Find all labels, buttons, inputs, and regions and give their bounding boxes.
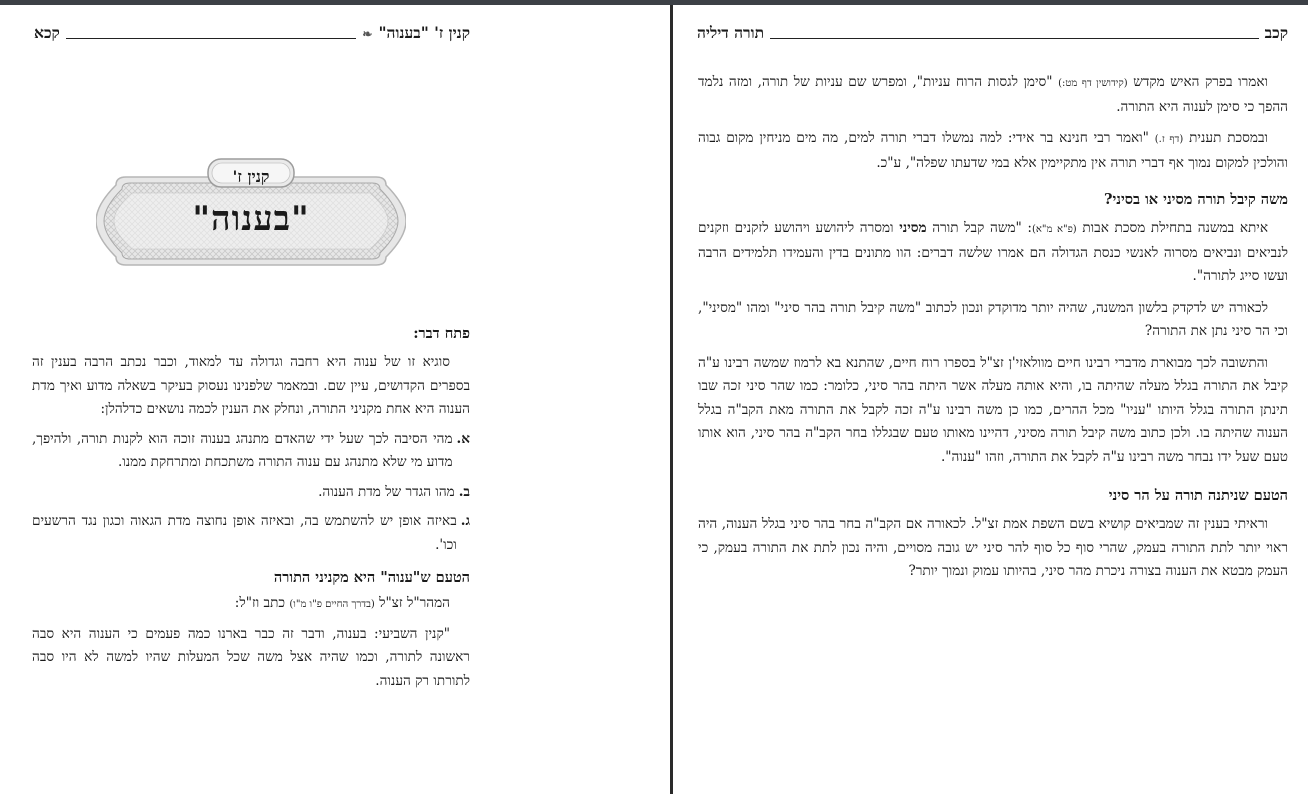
list-item-text: מהי הסיבה לכך שעל ידי שהאדם מתנהג בענוה זוכה הוא לקנות תורה, ולהיפך, מדוע מי שלא מתנהג עם ענוה התורה משתכחת ומתרחקת ממנו.: [32, 430, 453, 470]
right-page-body: [698, 71, 1288, 584]
right-page: [673, 5, 1308, 794]
text-span: : "משה קבל תורה: [932, 220, 1033, 236]
chapter-kinyan-label: קנין ז': [232, 167, 270, 186]
page-number: קכא: [34, 23, 60, 42]
bold-word: מסיני: [899, 220, 927, 236]
text-span: איתא במשנה בתחילת מסכת אבות: [1082, 220, 1268, 236]
page-number: קכב: [1264, 23, 1288, 42]
left-page: [0, 5, 670, 794]
section-heading: משה קיבל תורה מסיני או בסיני?: [1103, 191, 1288, 208]
chapter-title: "בענוה": [192, 199, 310, 239]
list-item-text: באיזה אופן יש להשתמש בה, ובאיזה אופן נחוצה מדת הגאוה וכגון נגד הרשעים וכו'.: [32, 513, 457, 553]
header-title: תורה דיליה: [697, 23, 765, 42]
left-page-body: [32, 323, 470, 693]
text-span: "ואמר רבי חנינא בר אידי: למה נמשלו דברי תורה למים, מה מים מניחין מקום גבוה והולכין למקום נמוך אף דברי תורה אין מתקיימין אלא במי שדעתו שפלה", ע"כ.: [698, 130, 1288, 171]
header-rule: [770, 38, 1259, 39]
source-citation: (פ"א מ"א): [1032, 224, 1077, 235]
source-citation: (קידושין דף מט:): [1058, 78, 1128, 89]
source-citation: (דף ז.): [1154, 134, 1184, 145]
text-span: ומסרה ליהושע ויהושע לזקנים וזקנים לנביאים ונביאים מסרוה לאנשי כנסת הגדולה הם אמרו שלשה דברים: הוו מתונים בדין והעמידו תלמידים הרבה ועשו סייג לתורה".: [698, 220, 1288, 284]
header-rule: [66, 38, 357, 39]
list-item-letter: ג.: [460, 513, 470, 529]
text-span: ואמרו בפרק האיש מקדש: [1133, 74, 1268, 90]
quote-paragraph: "קנין השביעי: בענוה, ודבר זה כבר בארנו כמה פעמים כי הענוה היא סבה ראשונה לתורה, וכמו שהיה אצל משה שכל המעלות שהיו למשה לא היו סבה לתורתו רק הענוה.: [32, 625, 470, 689]
maharal-before: המהר"ל זצ"ל: [379, 595, 450, 611]
chapter-cartouche: [96, 155, 406, 273]
list-item: [32, 510, 470, 557]
text-span: "סימן לגסות הרוח עניות", ומפרש שם עניות של תורה, ומזה נלמד ההפך כי סימן לענוה היא התורה.: [698, 74, 1288, 115]
text-span: ובמסכת תענית: [1189, 130, 1268, 146]
list-item: [32, 428, 470, 475]
maharal-after: כתב וז"ל:: [234, 595, 286, 611]
ornament-icon: ❧: [362, 27, 373, 41]
list-item-letter: ב.: [458, 483, 470, 500]
header-title: קנין ז' "בענוה": [378, 23, 470, 42]
running-header: [697, 21, 1288, 43]
paragraph: וראיתי בענין זה שמביאים קושיא בשם השפת אמת זצ"ל. לכאורה אם הקב"ה בחר בהר סיני בגלל הענוה, היה ראוי יותר לתת התורה בעמק, שהרי סוף כל סוף להר סיני יש גובה מסויים, והיה נכון לתת את התורה בעמק, כי העמק מבטא את הענוה בצורה ניכרת מהר סיני, בהיותו עמוק ונמוך יותר?: [698, 516, 1288, 579]
running-header: [34, 21, 470, 43]
paragraph: [698, 127, 1288, 175]
section-heading: הטעם ש"ענוה" היא מקניני התורה: [273, 569, 470, 586]
list-item-text: מהו הגדר של מדת הענוה.: [318, 483, 455, 500]
intro-paragraph: סוגיא זו של ענוה היא רחבה וגדולה עד למאוד, וכבר נכתב הרבה בענין זה בספרים הקדושים, עיין שם. ובמאמר שלפנינו נעסוק בעיקר בשאלה מדוע ואיך מדת הענוה היא אחת מקניני התורה, ונחלק את הענין לכמה נושאים כדלהלן:: [32, 354, 470, 417]
maharal-line: [32, 592, 470, 617]
paragraph: לכאורה יש לדקדק בלשון המשנה, שהיה יותר מדוקדק ונכון לכתוב "משה קיבל תורה בהר סיני" ומהו "מסיני", וכי הר סיני נתן את התורה?: [698, 299, 1288, 339]
source-citation: (בדרך החיים פ"ו מ"ו): [289, 599, 375, 610]
paragraph: והתשובה לכך מבוארת מדברי רבינו חיים מוולאזי'ן זצ"ל בספרו רוח חיים, שהתנא בא לרמוז שמשה רבינו ע"ה קיבל את התורה בגלל מעלה שהיתה בו, והיא אותה מעלה אשר היתה בהר סיני, כלומר: כמו שהר סיני זכה שבו תינתן התורה בגלל היותו "עניו" מכל ההרים, כמו כן משה רבינו ע"ה זכה לקבל את התורה מאת הקב"ה בגלל הענוה שהיתה בו. ולכן כתוב משה קיבל תורה מסיני, דהיינו מאותו טעם שבגללו בחר הקב"ה בהר סיני, הוא אותו טעם שעל ידו נבחר משה רבינו ע"ה לקבל את התורה, וזהו "ענוה".: [698, 354, 1288, 465]
list-item-letter: א.: [456, 430, 470, 447]
paragraph: [698, 71, 1288, 119]
list-item: [32, 481, 470, 505]
intro-heading: פתח דבר:: [413, 325, 470, 342]
section-heading: הטעם שניתנה תורה על הר סיני: [1108, 487, 1288, 504]
paragraph: [698, 217, 1288, 289]
